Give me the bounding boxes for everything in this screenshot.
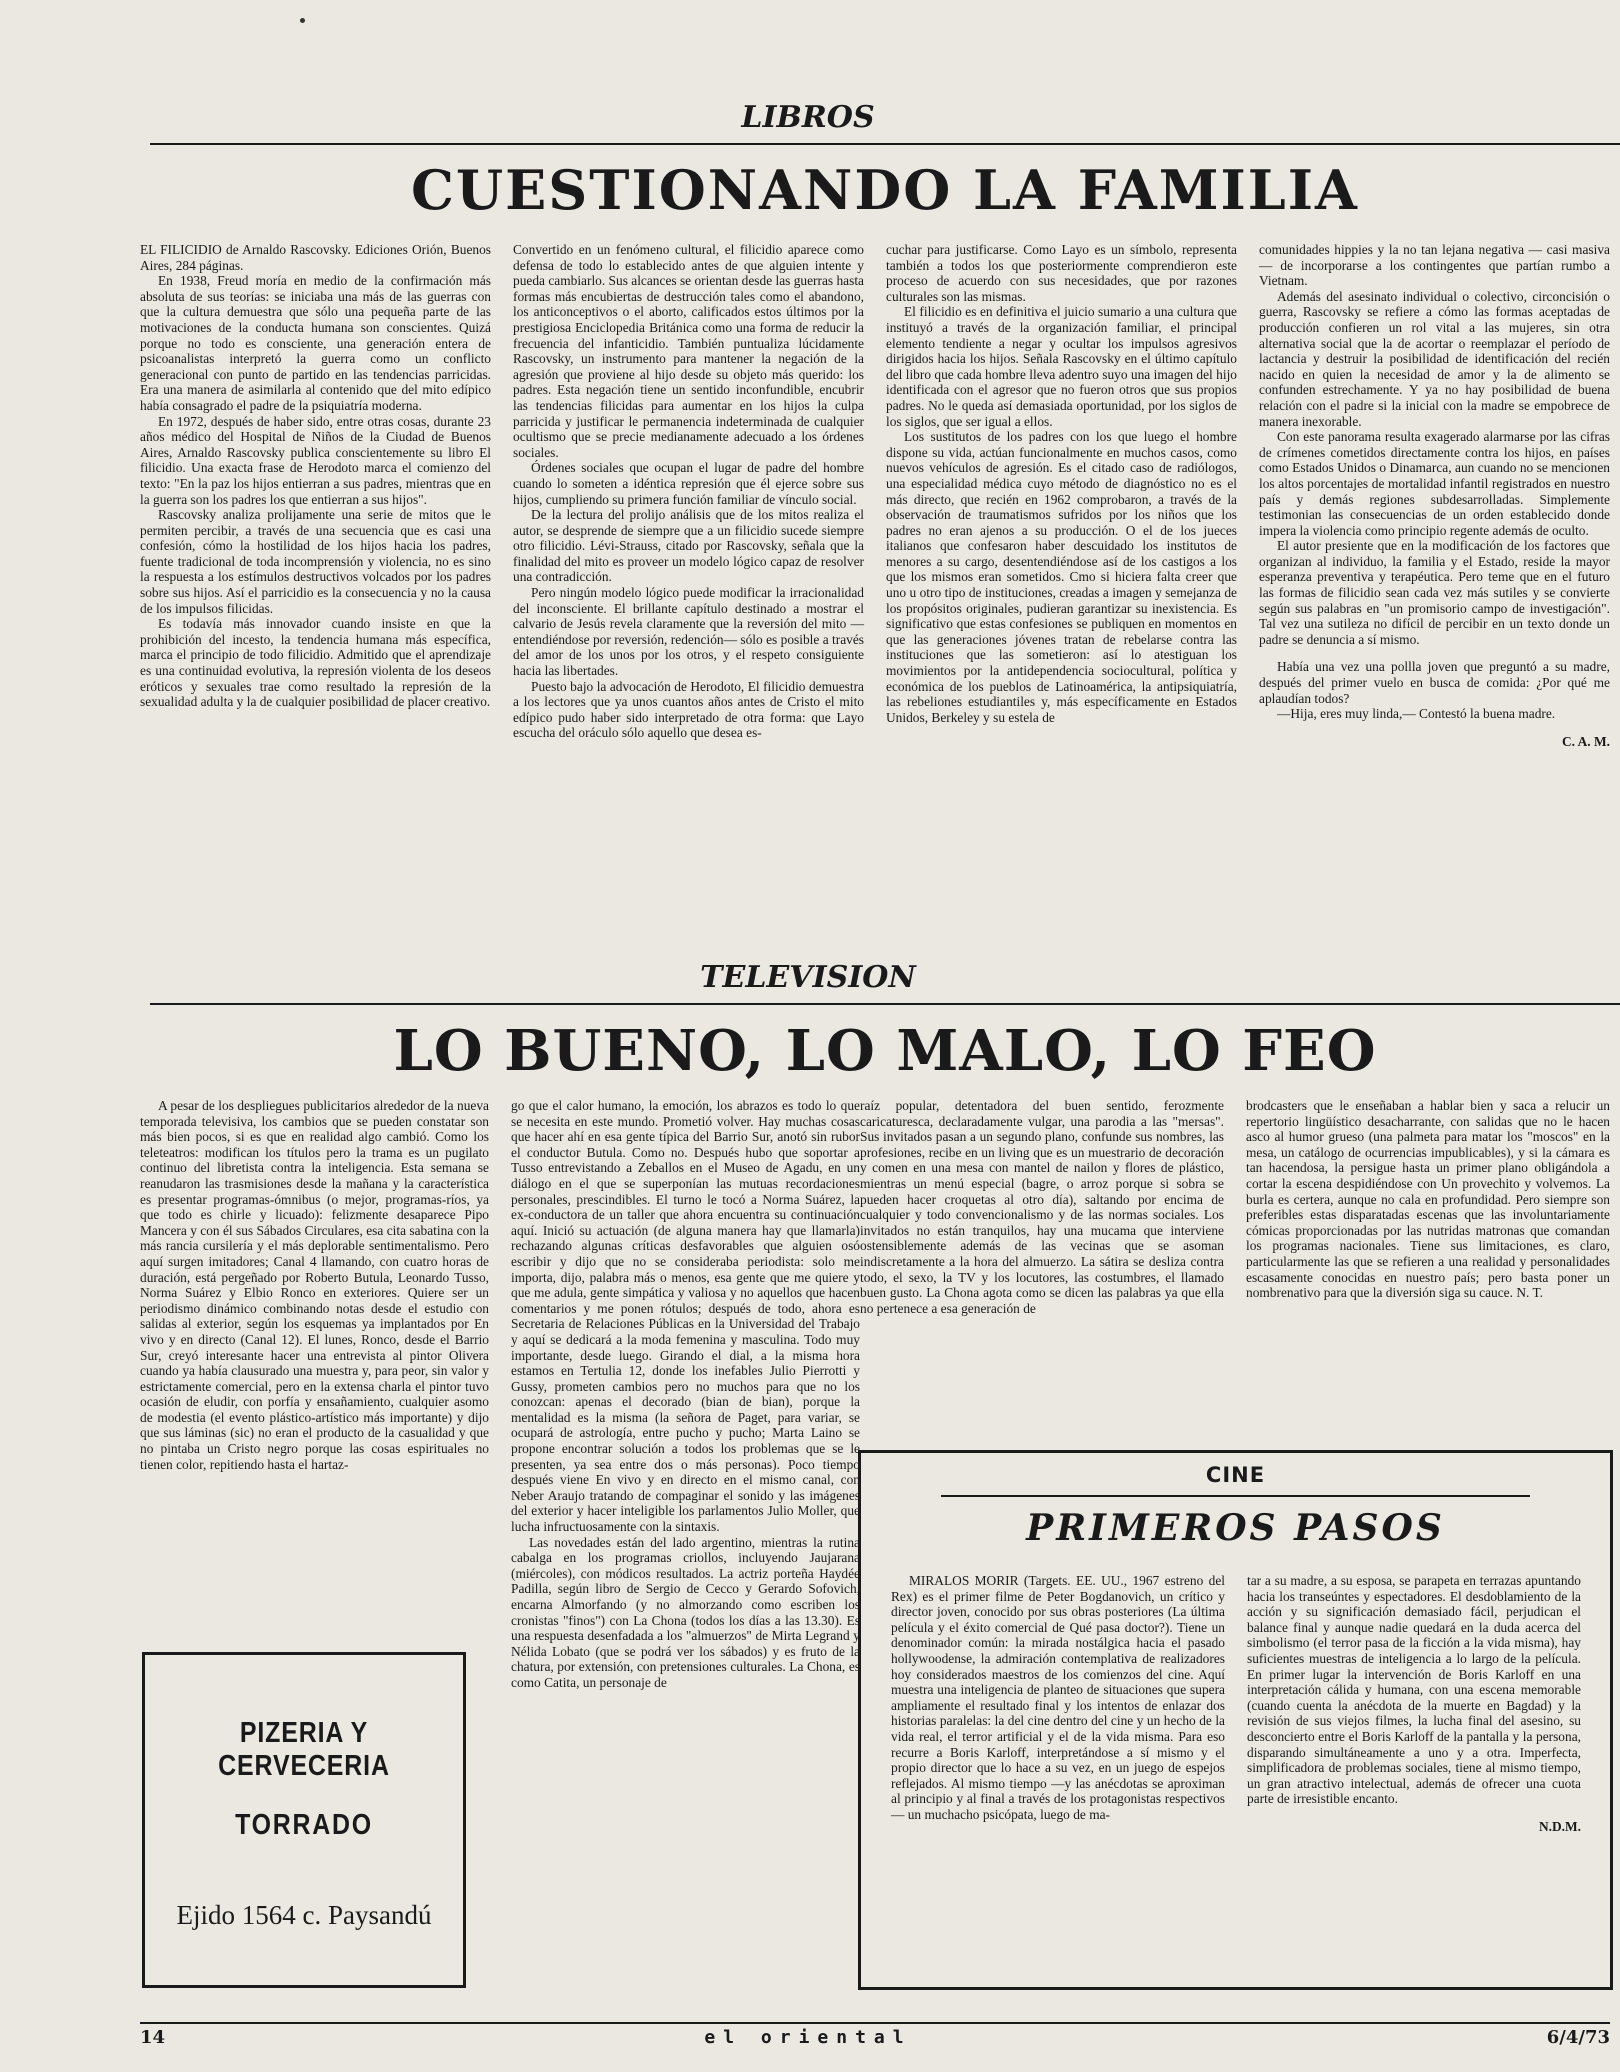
paragraph: Puesto bajo la advocación de Herodoto, El filicidio demuestra a los lectores que ya unos cuantos años antes de Cristo el mito edípico pudo haber sido interpretado de otra forma: que Layo escucha del oráculo sólo aquello que desea es- <box>513 678 864 741</box>
paragraph: cuchar para justificarse. Como Layo es un símbolo, representa también a todos los que posteriormente comprendieron este proceso de acuerdo con sus necesidades, que por razones culturales son las mismas. <box>886 242 1237 304</box>
paragraph: Es todavía más innovador cuando insiste en que la prohibición del incesto, la tendencia humana más específica, marca el principio de todo filicidio. Admitido que el aprendizaje es una continuidad evolutiva, la represión violenta de los deseos eróticos y sexuales trae como resultado la represión de la sexualidad adulta y la de cualquier posibilidad de placer creativo. <box>140 616 491 710</box>
paragraph: comunidades hippies y la no tan lejana negativa — casi masiva— de incorporarse a los contingentes que partían rumbo a Vietnam. <box>1259 242 1610 289</box>
paragraph: go que el calor humano, la emoción, los abrazos es todo lo que se necesita en este mundo. Prometió volver. Hay muchas cosas que hacer ahí en esa gente típica del Barrio Sur, anotó sin rubor el conductor Butula. Como no. Después hubo que soportar a Tusso entrevistando a Zeballos en el Museo de Agadu, en un diálogo en el que se superponían las mutuas recordaciones personales, prescindibles. El turno le tocó a Norma Suárez, la ex-conductora de un taller que ahora encuentra su continuación aquí. Inició su actuación (de alguna manera hay que llamarla) rechazando algunas críticas desfavorables que alguien osó escribir y dijo que no se consideraba periodista: solo me importa, dijo, palabra más o menos, esa gente que me quiere y que me adula, gente simpática y valiosa y no aquellos que hacen comentarios y me ponen rótulos; después de todo, ahora es Secretaria de Relaciones Públicas en la Universidad del Trabajo y aquí se dedicará a la moda femenina y masculina. Todo muy importante, desde luego. Girando el dial, a la misma hora estamos en Tertulia 12, donde los inefables Julio Pierrotti y Gussy, prometen cambios pero no muchos para que no los conozcan: apenas el decorado (bian de bian), porque la mentalidad es la misma (la señora de Paget, para variar, se ocupará de astrología, entre pucho y pucho; Marta Laino se propone encontrar solución a todos los problemas que se le presenten, ya sea entre dos o más personas). Poco tiempo después viene En vivo y en directo en el mismo canal, con Neber Araujo tratando de compaginar el sonido y las imágenes del exterior y hacer inteligible los parlamentos Julio Moller, que lucha infructuosamente con la sintaxis. <box>511 1098 860 1535</box>
paragraph: Pero ningún modelo lógico puede modificar la irracionalidad del inconsciente. El brillante capítulo destinado a mostrar el calvario de Jesús revela claramente que la reversión del mito —entendiéndose por reversión, redención— sólo es posible a través del amor de los unos por los otros, y el respeto consiguiente hacia las libertades. <box>513 585 864 679</box>
paragraph: —Hija, eres muy linda,— Contestó la buena madre. <box>1277 706 1556 722</box>
article-body-libros <box>140 242 1610 952</box>
section-head-cine: CINE <box>1205 1463 1266 1487</box>
paragraph: Había una vez una pollla joven que preguntó a su madre, después del primer vuelo en busca de comida: ¿Por qué me aplaudían todos? <box>1259 659 1610 706</box>
advertisement-box <box>142 1652 466 1988</box>
text-column <box>1246 1098 1610 1438</box>
cine-rule <box>941 1495 1530 1497</box>
paragraph: Convertido en un fenómeno cultural, el filicidio aparece como defensa de todo lo establecido antes de que alguien intente y pueda cambiarlo. Sus alcances se orientan desde las guerras hasta formas más encubiertas de destrucción tales como el abandono, los anticonceptivos o el aborto, calificados estos últimos por la prestigiosa Enciclopedia Británica como una forma de reducir la frecuencia del infanticidio. También puntualiza lúcidamente Rascovsky, un instrumento para mantener la negación de la agresión que proviene al hijo desde su objeto más querido: los padres. Esta negación tiene un sentido inconfundible, encubrir las tendencias filicidas para aumentar en los hijos la culpa parricida y justificar le permanencia indeterminada de cualquier ocultismo que se precie medianamente adecuado a los órdenes sociales. <box>513 242 864 460</box>
header-rule <box>150 143 1620 145</box>
ad-business-name: PIZERIA Y CERVECERIA <box>218 1717 390 1782</box>
paragraph: En 1972, después de haber sido, entre otras cosas, durante 23 años médico del Hospital de Niños de la Ciudad de Buenos Aires, Arnaldo Rascovsky publica conscientemente su libro El filicidio. Una exacta frase de Herodoto marca el comienzo del texto: "En la paz los hijos entierran a sus padres, mientras que en la guerra son los padres los que entierran a sus hijos". <box>140 413 491 507</box>
issue-date: 6/4/73 <box>1546 2027 1610 2048</box>
paragraph: EL FILICIDIO de Arnaldo Rascovsky. Ediciones Orión, Buenos Aires, 284 páginas. <box>140 242 491 273</box>
text-column <box>886 242 1237 952</box>
section-head-libros: LIBROS <box>741 100 875 135</box>
paragraph: tar a su madre, a su esposa, se parapeta en terrazas apuntando hacia los transeúntes y espectadores. El desdoblamiento de la acción y su significación demasiado fácil, perjudican el balance final y aunque nadie quedará en la duda acerca del simbolismo (el terror pasa de la ficción a la vida misma), hay suficientes muestras de inteligencia a lo largo de la película. En primer lugar la intervención de Boris Karloff en una interpretación cálida y humana, con una escena memorable (cuando cuenta la anécdota de la muerte en Bagdad) y la revisión de sus viejos filmes, la lucha final del asesino, su desconcierto entre el Boris Karloff de la pantalla y la persona, disparando simultáneamente a uno y a otra. Imperfecta, simplificadora de problemas sociales, tiene al mismo tiempo, un gran atractivo intelectual, además de ofrecer una cuota parte de irresistible encanto. <box>1247 1573 1581 1807</box>
publication-name: el oriental <box>704 2027 912 2048</box>
paragraph: Los sustitutos de los padres con los que luego el hombre dispone su vida, actúan funcionalmente en muchos casos, como nuevos vehículos de agresión. Es el citado caso de radiólogos, una especialidad médica cuyo método de diagnóstico no es el más directo, que recién en 1962 comprobaron, a través de la observación de traumatismos sufridos por los niños que los padres no eran ajenos a su producción. O el de los jueces italianos que confesaron haber descuidado los institutos de menores a su cargo, desentendiéndose así de los castigos a los que los mismos eran sometidos. Cmo si hiciera falta creer que uno u otro tipo de instituciones, creadas a imagen y semejanza de los propósitos originales, pudieran garantizar su inexistencia. Es significativo que estas confesiones se publiquen en momentos en que las generaciones jóvenes tratan de rebelarse contra las instituciones que las sometieron: así lo atestiguan los movimientos por la antidependencia sociocultural, política y económica de los pueblos de Latinoamérica, la antipsiquiatría, las rebeliones estudiantiles y, más específicamente en Estados Unidos, Berkeley y su estela de <box>886 429 1237 725</box>
text-column <box>1259 242 1610 952</box>
article-body-cine <box>891 1573 1581 1973</box>
article-title-cine: PRIMEROS PASOS <box>1026 1507 1445 1549</box>
paragraph: El filicidio es en definitiva el juicio sumario a una cultura que instituyó a través de la organización familiar, el principal elemento tendiente a negar y ocultar los impulsos agresivos dirigidos hacia los hijos. Señala Rascovsky en el último capítulo del libro que cada hombre lleva adentro suyo una imagen del hijo identificada con el agresor que no fueron otros que sus propios padres. No le queda así demasiada oportunidad, por los siglos de los siglos, que ser igual a ellos. <box>886 304 1237 429</box>
author-credit: C. A. M. <box>1562 733 1610 749</box>
text-column <box>1247 1573 1581 1973</box>
paragraph: En 1938, Freud moría en medio de la confirmación más absoluta de sus teorías: se iniciaba una más de las guerras con que la cultura demuestra que sólo una pequeña parte de las motivaciones de la conducta humana son conscientes. Quizá porque no todo es consciente, una generación entera de psicoanalistas interpretó la guerra como un conflicto generacional con punto de partido en las tendencias parricidas. Era una manera de asimilarla al contenido que del mito edípico había consagrado el padre de la psiquiatría moderna. <box>140 273 491 413</box>
text-column <box>511 1098 860 1690</box>
paragraph: MIRALOS MORIR (Targets. EE. UU., 1967 estreno del Rex) es el primer filme de Peter Bogdanovich, un crítico y director joven, conocido por sus obras posteriores (La última película y el éxito comercial de Qué pasa doctor?). Tiene un denominador común: la mirada nostálgica hacia el pasado hollywoodense, la admiración contemplativa de realizadores hoy considerados maestros de los comienzos del cine. Aquí muestra una inteligencia de planteo de situaciones que supera ampliamente el resultado final y los intentos de enlazar dos historias paralelas: la del cine dentro del cine y un hecho de la vida real, el terror artificial y el de la vida misma. Para eso recurre a Boris Karloff, interpretándose a sí mismo y el propio director que lo hace a su vez, en un juego de espejos reflejados. Al mismo tiempo —y las anécdotas se aproximan al principio y al final a través de los protagonistas respectivos— un muchacho psicópata, luego de ma- <box>891 1573 1225 1822</box>
text-column <box>891 1573 1225 1973</box>
article-title-libros: CUESTIONANDO LA FAMILIA <box>411 158 1359 222</box>
text-column <box>140 1098 489 1663</box>
page-number: 14 <box>140 2027 166 2048</box>
paragraph: brodcasters que le enseñaban a hablar bien y saca a relucir un repertorio lingüístico desacharrante, con salidas que no le hacen asco al humor grueso (una palmeta para matar los "moscos" en la mesa, un catálogo de ocurrencias impublicables), y si la cámara es tan hacendosa, la persigue hasta un primer plano obligándola a cortar la escena despidiéndose con Un provechito y volvemos. La burla es certera, aunque no cala en profundidad. Pero siempre son preferibles estas disparatadas escenas que las involuntariamente cómicas proporcionadas por las nutridas matronas que comandan los programas nacionales. Tiene sus limitaciones, es claro, particularmente las que se refieren a una realidad y personalidades escasamente conocidas en nuestro país; pero basta poner un nombrenativo para que la diversión siga su cauce. N. T. <box>1246 1098 1610 1301</box>
paragraph: Con este panorama resulta exagerado alarmarse por las cifras de crímenes cometidos directamente contra los hijos, en países como Estados Unidos o Dinamarca, aun cuando no se mencionen los altos porcentajes de mortalidad infantil registrados en nuestro país y demás regiones subdesarrolladas. Simplemente testimonian las consecuencias de un orden establecido donde impera la violencia como principio regente además de oculto. <box>1259 429 1610 538</box>
footer-rule <box>140 2022 1610 2024</box>
article-body-television-right <box>860 1098 1610 1438</box>
text-column <box>513 242 864 952</box>
ad-address: Ejido 1564 c. Paysandú <box>176 1900 432 1930</box>
paragraph: Órdenes sociales que ocupan el lugar de padre del hombre cuando lo someten a idéntica represión que él ejerce sobre sus hijos, cumpliendo su primera función familiar de vínculo social. <box>513 460 864 507</box>
paragraph: Las novedades están del lado argentino, mientras la rutina cabalga en los programas criollos, incluyendo Jaujarana (miércoles), con módicos resultados. La actriz porteña Haydée Padilla, según libro de Sergio de Cecco y Gerardo Sofovich, encarna Almorfando (y no almorzando como escriben los cronistas "finos") con La Chona (todos los días a las 13.30). Es una respuesta desenfadada a los "almuerzos" de Mirta Legrand y Nélida Lobato (que se podrá ver los sábados) y es fruto de la chatura, por extensión, con pretensiones culturales. La Chona, es como Catita, un personaje de <box>511 1534 860 1690</box>
section-head-television: TELEVISION <box>700 960 916 995</box>
paragraph: El autor presiente que en la modificación de los factores que organizan al individuo, la familia y el Estado, reside la mayor esperanza preventiva y terapéutica. Pero teme que en el futuro las formas de filicidio sean cada vez más sutiles y se convierte según sus palabras en "un promisorio campo de investigación". Tal vez una sutileza no difícil de percibir en un texto donde un padre se denuncia a sí mismo. <box>1259 538 1610 647</box>
paragraph: Además del asesinato individual o colectivo, circoncisión o guerra, Rascovsky se refiere a cómo las formas aceptadas de producción confieren un rol vital a las mujeres, sin otra alternativa social que la de acortar o reemplazar el período de lactancia y destruir la posibilidad de identificación del recién nacido en quien la necesidad de amor y la de alimento se confunden estrechamente. Y ya no hay posibilidad de buena relación con el padre si la inicial con la madre se empobrece de manera inexorable. <box>1259 288 1610 429</box>
ad-business-name-2: TORRADO <box>235 1809 373 1841</box>
article-title-television: LO BUENO, LO MALO, LO FEO <box>393 1018 1377 1084</box>
cine-box <box>858 1450 1613 1990</box>
text-column <box>860 1098 1224 1438</box>
paragraph: A pesar de los despliegues publicitarios alrededor de la nueva temporada televisiva, los cambios que se pueden constatar son más bien pocos, si es que en realidad algo cambió. Como los teleteatros: modifican los títulos pero la trama es un pugilato continuo del libretista contra la inteligencia. Esta semana se reanudaron las trasmisiones desde la mañana y la característica es presentar programas-ómnibus (o mejor, programas-ríos, ya que todo es chirle y licuado): felizmente desaparece Pipo Mancera y con él sus Sábados Circulares, esa cita sabatina con la más rancia cursilería y el más deplorable sentimentalismo. Pero aquí surgen imitadores; Canal 4 llamando, con cuatro horas de duración, está pergeñado por Roberto Butula, Leonardo Tusso, Norma Suárez y Elbio Ronco en exteriores. Quiere ser un periodismo dinámico combinando notas desde el estudio con salidas al exterior, según los esquemas ya implantados por En vivo y en directo (Canal 12). El lunes, Ronco, desde el Barrio Sur, creyó interesante hacer una entrevista al pintor Olivera cuando ya había clausurado una muestra y, para peor, sin valor y estrictamente comercial, pero en la extensa charla el pintor tuvo ocasión de eludir, con porfía y ensañamiento, cualquier asomo de modestia (el evento plástico-artístico más importante) y dijo que sus láminas (sic) no eran el producto de la casualidad y que no pintaba un Cristo negro porque las cosas espirituales no tienen color, repitiendo hasta el hartaz- <box>140 1098 489 1472</box>
header-rule <box>150 1003 1620 1005</box>
article-body-television-upper <box>140 1098 860 1690</box>
print-speck <box>300 18 305 23</box>
paragraph: raíz popular, detentadora del buen sentido, ferozmente caricaturesca, declaradamente vulgar, una parodia a las "mersas". Sus invitados pasan a un segundo plano, confunde sus nombres, las profesiones, recibe en un living que es un muestrario de decoración y comen en una mesa con mantel de nailon y flores de plástico, mientras un menú especial (bagre, o arroz porque si sobra se pueden hacer croquetas al otro día), saltando por encima de cualquier y todo convencionalismo y de las normas sociales. Los invitados no están tranquilos, hay una mucama que interviene ostensiblemente además de las vecinas que se asoman indiscretamente a la hora del almuerzo. La sátira se desliza contra todo, el sexo, la TV y los locutores, las costumbres, el llamado buen gusto. La Chona agota como se dicen las palabras ya que ella no pertenece a esa generación de <box>860 1098 1224 1316</box>
paragraph-spacer <box>1259 647 1610 659</box>
author-credit: N.D.M. <box>1538 1818 1581 1834</box>
paragraph: Rascovsky analiza prolijamente una serie de mitos que le permiten percibir, a través de una secuencia que es casi una confesión, cómo la hostilidad de los hijos hacia los padres, fuente tradicional de toda incomprensión y violencia, no es sino la respuesta a los estímulos destructivos volcados por los padres sobre sus hijos. Así el parricidio es la consecuencia y no la causa de los impulsos filicidas. <box>140 507 491 616</box>
paragraph: De la lectura del prolijo análisis que de los mitos realiza el autor, se desprende de siempre que a un filicidio sucede siempre otro filicidio. Lévi-Strauss, citado por Rascovsky, señala que la finalidad del mito es proveer un modelo lógico capaz de resolver una contradicción. <box>513 507 864 585</box>
text-column <box>140 242 491 952</box>
